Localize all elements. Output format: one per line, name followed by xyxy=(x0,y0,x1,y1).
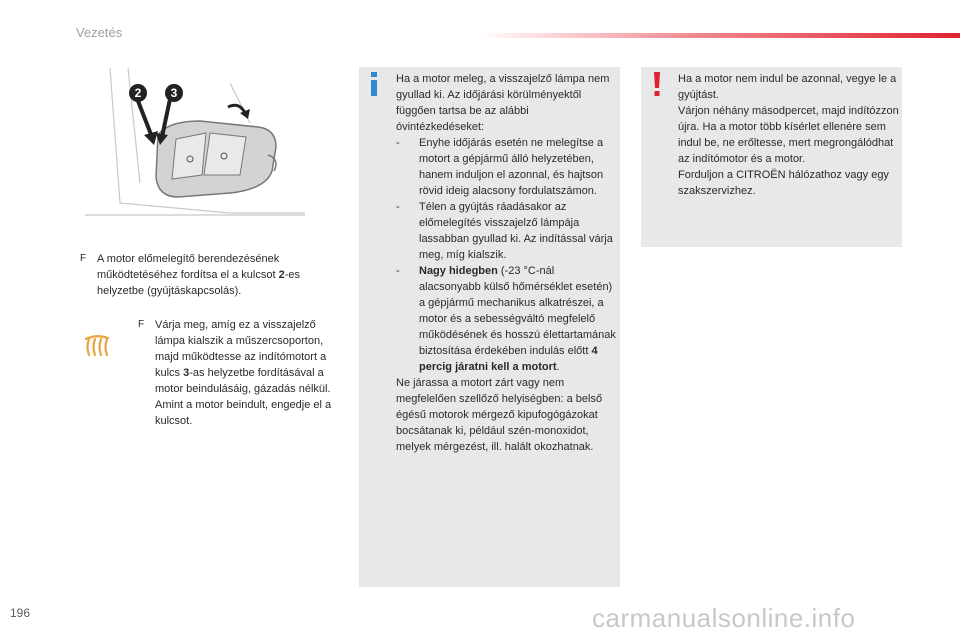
step-bullet: F xyxy=(138,319,145,330)
warning-box-text xyxy=(678,71,900,199)
step-1 xyxy=(80,251,350,299)
step-2-text-a: Várja meg, amíg ez a visszajelző lámpa kialszik a műszercsoporton, majd működtesse az indítómotort a kulcs xyxy=(155,319,327,379)
info-item-1 xyxy=(396,135,616,199)
dash: - xyxy=(396,265,400,277)
info-item-3-end: . xyxy=(556,361,560,373)
step-2-text-b: -as helyzetbe fordításával a motor beindulásáig, gázadás nélkül. Amint a motor beindult, engedje el a kulcsot. xyxy=(155,367,332,427)
callout-3-label: 3 xyxy=(170,86,178,100)
dash: - xyxy=(396,137,400,149)
step-1-text xyxy=(97,251,350,299)
callout-2-badge xyxy=(129,84,147,102)
info-icon xyxy=(369,72,379,96)
header-accent-bar xyxy=(478,33,960,38)
step-2 xyxy=(138,317,348,429)
warning-p1: Ha a motor nem indul be azonnal, vegye le a gyújtást. xyxy=(678,73,897,101)
info-intro: Ha a motor meleg, a visszajelző lámpa nem gyullad ki. Az időjárási körülményektől függően tartsa be az alábbi óvintézkedéseket: xyxy=(396,73,610,133)
step-2-text xyxy=(155,317,348,429)
info-item-3-bold: Nagy hidegben xyxy=(419,265,498,277)
step-1-text-b: -es helyzetbe (gyújtáskapcsolás). xyxy=(97,269,301,297)
callout-3-badge xyxy=(165,84,183,102)
info-item-3-text: (-23 °C-nál alacsonyabb külső hőmérséklet esetén) a gépjármű mechanikus alkatrészei, a motor és a sebességváltó megfelelő működésének és hosszú élettartamának biztosítása érdekében indulás előtt xyxy=(419,265,616,357)
info-item-3 xyxy=(396,263,616,375)
info-outro: Ne járassa a motort zárt vagy nem megfelelően szellőző helyiségben: a belső égésű motorok mérgező kipufogógázokat bocsátanak ki, például szén-monoxidot, melyek mérgezést, ill. halált okozhatnak. xyxy=(396,377,603,453)
dash: - xyxy=(396,201,400,213)
page-number: 196 xyxy=(10,606,31,620)
info-box-text xyxy=(396,71,616,455)
info-item-2 xyxy=(396,199,616,263)
preheating-lamp-icon xyxy=(82,335,116,357)
callout-arrows xyxy=(138,99,170,145)
warning-p3: Forduljon a CITROËN hálózathoz vagy egy szakszervizhez. xyxy=(678,169,889,197)
rotation-arrow-icon xyxy=(228,105,250,119)
step-1-key-position: 2 xyxy=(278,269,285,281)
warning-icon xyxy=(652,72,662,96)
step-bullet: F xyxy=(80,253,87,264)
watermark: carmanualsonline.info xyxy=(592,603,856,633)
info-item-2-text: Télen a gyújtás ráadásakor az előmelegítés visszajelző lámpája lassabban gyullad ki. Az indítással várja meg, míg kialszik. xyxy=(419,201,613,261)
step-2-key-position: 3 xyxy=(183,367,190,379)
warning-p2: Várjon néhány másodpercet, majd indítózzon újra. Ha a motor több kísérlet ellenére sem indul be, ne erőltesse, mert megrongálódhat az indítómotor és a motor. xyxy=(678,105,899,165)
callout-2-label: 2 xyxy=(134,86,142,100)
section-title: Vezetés xyxy=(76,25,123,40)
key-fob xyxy=(156,121,276,197)
key-ignition-illustration xyxy=(80,63,310,245)
step-1-text-a: A motor előmelegítő berendezésének működtetéséhez fordítsa el a kulcsot xyxy=(97,253,280,281)
info-item-1-text: Enyhe időjárás esetén ne melegítse a motort a gépjármű álló helyzetében, hanem induljon el azonnal, és hajtson rövid ideig alacsony fordulatszámon. xyxy=(419,137,604,197)
info-item-3-bold2: 4 percig járatni kell a motort xyxy=(419,345,598,373)
